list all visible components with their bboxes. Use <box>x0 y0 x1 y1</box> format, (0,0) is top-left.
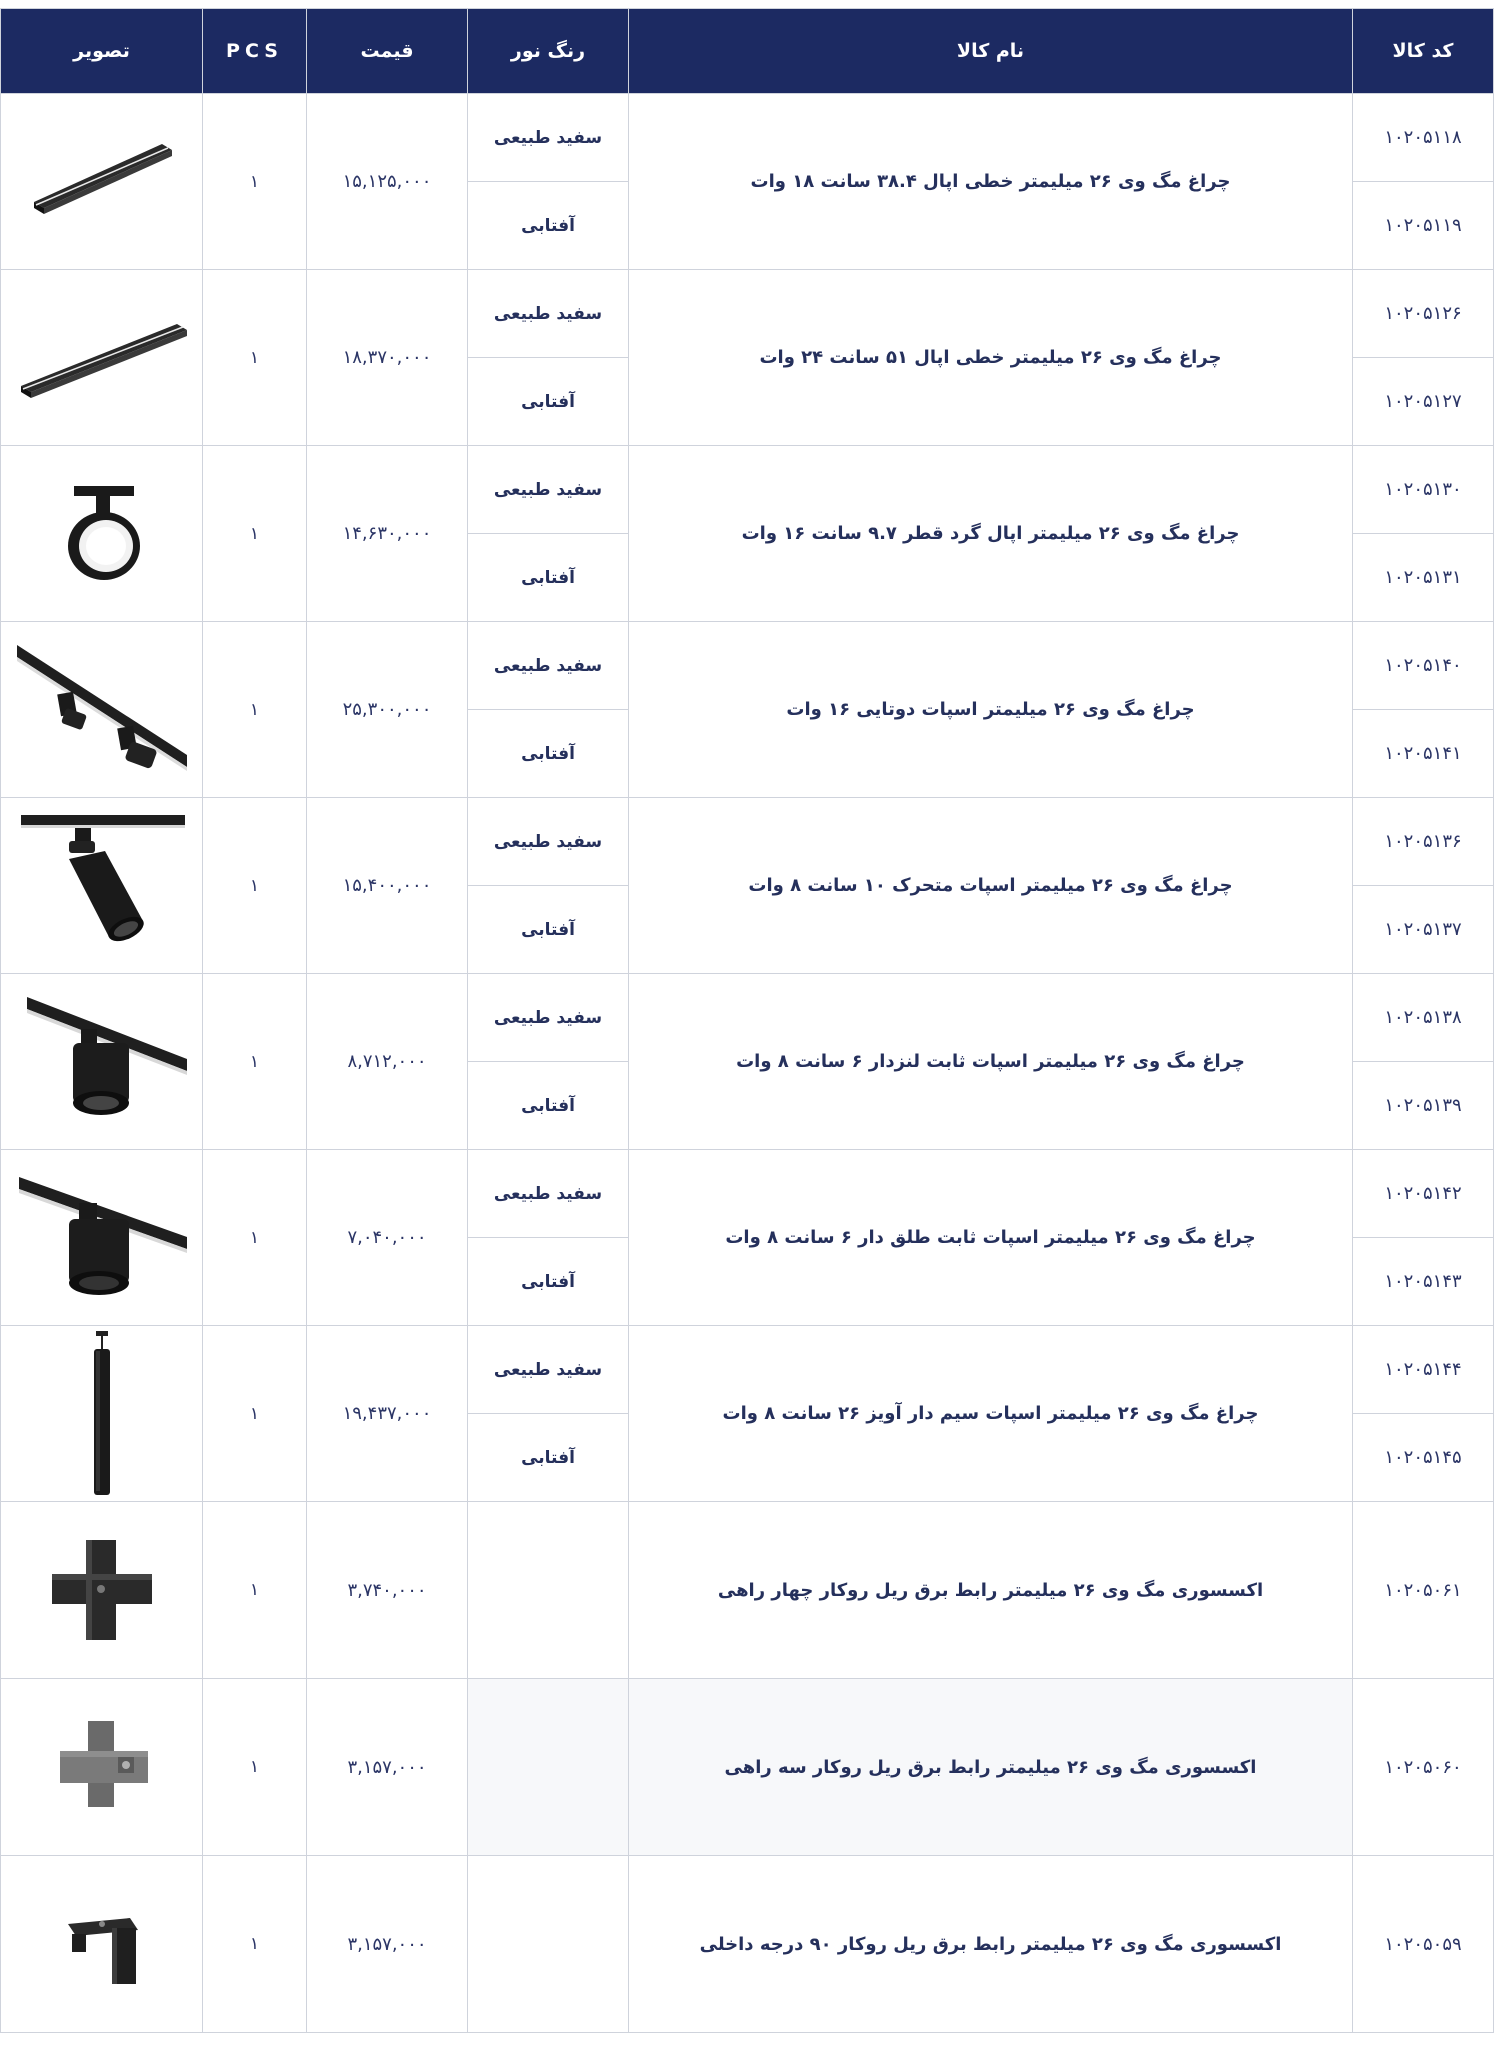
light-color: سفید طبیعی <box>468 1150 629 1238</box>
product-pcs: ۱ <box>203 974 307 1150</box>
product-price: ۱۴,۶۳۰,۰۰۰ <box>307 446 468 622</box>
light-color: آفتابی <box>468 1062 629 1150</box>
product-name: چراغ مگ وی ۲۶ میلیمتر اسپات دوتایی ۱۶ وات <box>629 622 1353 798</box>
corner-connector-icon <box>42 1884 162 2004</box>
product-price: ۳,۱۵۷,۰۰۰ <box>307 1856 468 2033</box>
product-name: چراغ مگ وی ۲۶ میلیمتر اسپات ثابت طلق دار ۶ سانت ۸ وات <box>629 1150 1353 1326</box>
product-pcs: ۱ <box>203 1679 307 1856</box>
price-table <box>0 8 1494 2033</box>
header-row <box>1 9 1494 94</box>
product-price: ۱۵,۴۰۰,۰۰۰ <box>307 798 468 974</box>
product-name: چراغ مگ وی ۲۶ میلیمتر خطی اپال ۵۱ سانت ۲۴ وات <box>629 270 1353 446</box>
four-way-connector-icon <box>42 1530 162 1650</box>
light-color-empty <box>468 1856 629 2033</box>
product-pcs: ۱ <box>203 798 307 974</box>
table-row <box>1 1856 1494 2033</box>
product-name: چراغ مگ وی ۲۶ میلیمتر اسپات متحرک ۱۰ سانت ۸ وات <box>629 798 1353 974</box>
table-row <box>1 1326 1494 1414</box>
product-pcs: ۱ <box>203 1150 307 1326</box>
light-color: سفید طبیعی <box>468 446 629 534</box>
product-image-cell <box>1 798 203 974</box>
product-pcs: ۱ <box>203 622 307 798</box>
header-name: نام کالا <box>629 9 1353 94</box>
product-name: اکسسوری مگ وی ۲۶ میلیمتر رابط برق ریل روکار چهار راهی <box>629 1502 1353 1679</box>
product-code: ۱۰۲۰۵۰۵۹ <box>1353 1856 1494 2033</box>
product-price: ۱۵,۱۲۵,۰۰۰ <box>307 94 468 270</box>
product-image-cell <box>1 1679 203 1856</box>
header-color: رنگ نور <box>468 9 629 94</box>
movable-spot-icon <box>17 811 187 961</box>
product-price: ۸,۷۱۲,۰۰۰ <box>307 974 468 1150</box>
product-code: ۱۰۲۰۵۱۳۶ <box>1353 798 1494 886</box>
product-price: ۲۵,۳۰۰,۰۰۰ <box>307 622 468 798</box>
product-price: ۳,۷۴۰,۰۰۰ <box>307 1502 468 1679</box>
header-pcs: PCS <box>203 9 307 94</box>
light-color-empty <box>468 1679 629 1856</box>
round-opal-light-icon <box>42 474 162 594</box>
light-color: آفتابی <box>468 358 629 446</box>
table-row <box>1 94 1494 182</box>
product-pcs: ۱ <box>203 1856 307 2033</box>
product-code: ۱۰۲۰۵۱۲۷ <box>1353 358 1494 446</box>
light-color: آفتابی <box>468 1238 629 1326</box>
product-code: ۱۰۲۰۵۱۴۲ <box>1353 1150 1494 1238</box>
product-code: ۱۰۲۰۵۱۱۹ <box>1353 182 1494 270</box>
product-code: ۱۰۲۰۵۱۳۷ <box>1353 886 1494 974</box>
product-image-cell <box>1 94 203 270</box>
double-spot-icon <box>17 635 187 785</box>
product-image-cell <box>1 622 203 798</box>
product-code: ۱۰۲۰۵۱۳۰ <box>1353 446 1494 534</box>
table-row <box>1 974 1494 1062</box>
product-name: چراغ مگ وی ۲۶ میلیمتر اسپات ثابت لنزدار ۶ سانت ۸ وات <box>629 974 1353 1150</box>
product-name: چراغ مگ وی ۲۶ میلیمتر خطی اپال ۳۸.۴ سانت ۱۸ وات <box>629 94 1353 270</box>
product-image-cell <box>1 446 203 622</box>
product-image-cell <box>1 1326 203 1502</box>
light-color: آفتابی <box>468 710 629 798</box>
product-pcs: ۱ <box>203 446 307 622</box>
fixed-lens-spot-icon <box>17 987 187 1137</box>
product-code: ۱۰۲۰۵۱۴۳ <box>1353 1238 1494 1326</box>
table-row <box>1 1502 1494 1679</box>
product-code: ۱۰۲۰۵۱۲۶ <box>1353 270 1494 358</box>
three-way-connector-icon <box>42 1707 162 1827</box>
product-code: ۱۰۲۰۵۱۴۵ <box>1353 1414 1494 1502</box>
light-color: سفید طبیعی <box>468 798 629 886</box>
product-code: ۱۰۲۰۵۱۴۱ <box>1353 710 1494 798</box>
light-color: آفتابی <box>468 1414 629 1502</box>
product-code: ۱۰۲۰۵۱۳۸ <box>1353 974 1494 1062</box>
product-code: ۱۰۲۰۵۰۶۰ <box>1353 1679 1494 1856</box>
light-color: سفید طبیعی <box>468 974 629 1062</box>
table-row <box>1 622 1494 710</box>
table-row <box>1 1679 1494 1856</box>
light-color: سفید طبیعی <box>468 94 629 182</box>
product-code: ۱۰۲۰۵۱۳۹ <box>1353 1062 1494 1150</box>
light-color: سفید طبیعی <box>468 270 629 358</box>
product-image-cell <box>1 1856 203 2033</box>
product-pcs: ۱ <box>203 94 307 270</box>
product-code: ۱۰۲۰۵۱۱۸ <box>1353 94 1494 182</box>
product-price: ۱۹,۴۳۷,۰۰۰ <box>307 1326 468 1502</box>
product-image-cell <box>1 270 203 446</box>
product-image-cell <box>1 1502 203 1679</box>
table-row <box>1 798 1494 886</box>
product-pcs: ۱ <box>203 270 307 446</box>
product-pcs: ۱ <box>203 1326 307 1502</box>
header-code: کد کالا <box>1353 9 1494 94</box>
product-price: ۳,۱۵۷,۰۰۰ <box>307 1679 468 1856</box>
product-code: ۱۰۲۰۵۰۶۱ <box>1353 1502 1494 1679</box>
fixed-spot-icon <box>17 1163 187 1313</box>
light-color-empty <box>468 1502 629 1679</box>
product-code: ۱۰۲۰۵۱۴۰ <box>1353 622 1494 710</box>
light-color: آفتابی <box>468 886 629 974</box>
product-price: ۷,۰۴۰,۰۰۰ <box>307 1150 468 1326</box>
product-name: اکسسوری مگ وی ۲۶ میلیمتر رابط برق ریل روکار سه راهی <box>629 1679 1353 1856</box>
product-pcs: ۱ <box>203 1502 307 1679</box>
product-code: ۱۰۲۰۵۱۴۴ <box>1353 1326 1494 1414</box>
light-color: سفید طبیعی <box>468 622 629 710</box>
table-row <box>1 1150 1494 1238</box>
product-price: ۱۸,۳۷۰,۰۰۰ <box>307 270 468 446</box>
light-color: آفتابی <box>468 534 629 622</box>
linear-light-long-icon <box>17 298 187 418</box>
linear-light-short-icon <box>22 122 182 242</box>
product-code: ۱۰۲۰۵۱۳۱ <box>1353 534 1494 622</box>
product-image-cell <box>1 974 203 1150</box>
pendant-spot-icon <box>72 1329 132 1499</box>
product-name: چراغ مگ وی ۲۶ میلیمتر اسپات سیم دار آویز ۲۶ سانت ۸ وات <box>629 1326 1353 1502</box>
price-list-sheet <box>0 8 1493 2050</box>
table-row <box>1 446 1494 534</box>
header-image: تصویر <box>1 9 203 94</box>
product-name: چراغ مگ وی ۲۶ میلیمتر اپال گرد قطر ۹.۷ سانت ۱۶ وات <box>629 446 1353 622</box>
product-name: اکسسوری مگ وی ۲۶ میلیمتر رابط برق ریل روکار ۹۰ درجه داخلی <box>629 1856 1353 2033</box>
light-color: آفتابی <box>468 182 629 270</box>
header-price: قیمت <box>307 9 468 94</box>
table-row <box>1 270 1494 358</box>
product-image-cell <box>1 1150 203 1326</box>
light-color: سفید طبیعی <box>468 1326 629 1414</box>
